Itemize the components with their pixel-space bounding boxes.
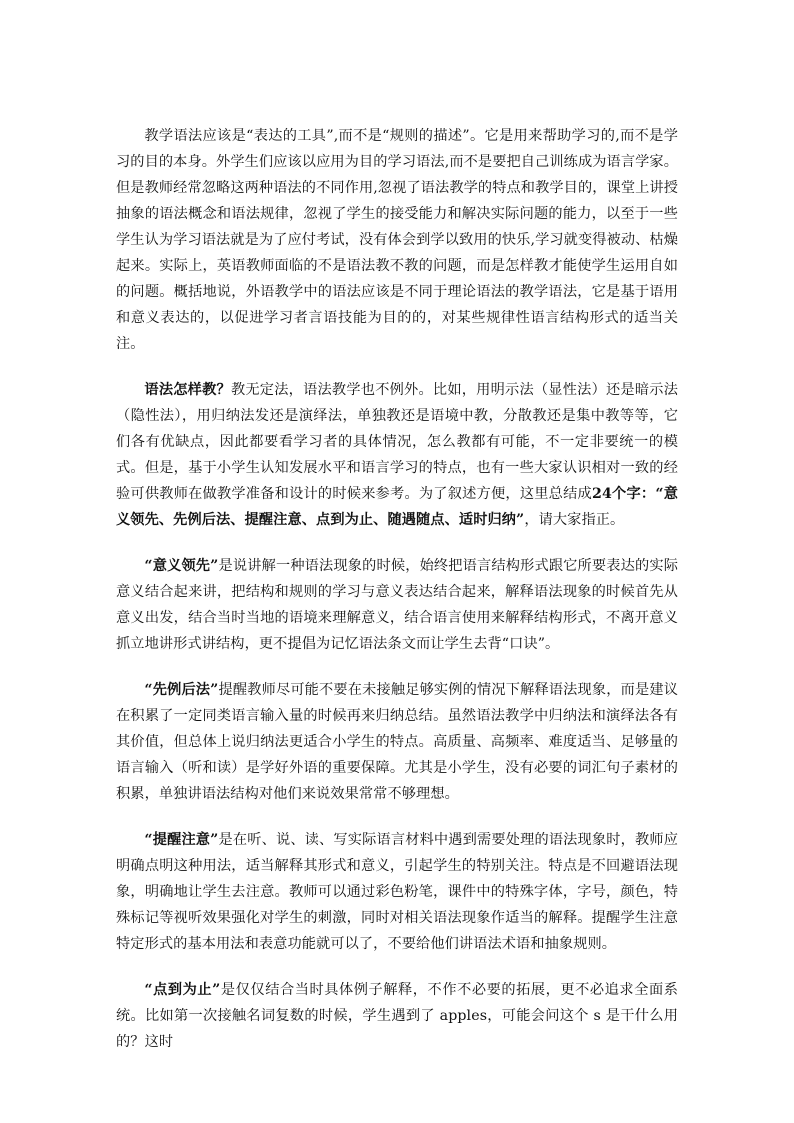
- paragraph-text: 是在听、说、读、写实际语言材料中遇到需要处理的语法现象时，教师应明确点明这种用法，适当解释其形式和意义，引起学生的特别关注。特点是不回避语法现象，明确地让学生去注意。教师可以通过彩色粉笔，课件中的特殊字体，字号，颜色，特殊标记等视听效果强化对学生的刺激，同时对相关语法现象作适当的解释。提醒学生注意特定形式的基本用法和表意功能就可以了，不要给他们讲语法术语和抽象规则。: [116, 832, 679, 952]
- paragraph-lead: “提醒注意”: [144, 832, 219, 848]
- paragraph-text: 教无定法，语法教学也不例外。比如，用明示法（显性法）还是暗示法（隐性法），用归纳法发还是演绎法，单独教还是语境中教，分散教还是集中教等等，它们各有优缺点，因此都要看学习者的具体情况，怎么教都有可能，不一定非要统一的模式。但是，基于小学生认知发展水平和语言学习的特点，也有一些大家认识相对一致的经验可供教师在做教学准备和设计的时候来参考。为了叙述方便，这里总结成: [116, 382, 678, 502]
- paragraph-draw-attention: [116, 827, 678, 957]
- paragraph-text: 教学语法应该是“表达的工具”,而不是“规则的描述”。它是用来帮助学习的,而不是学习的目的本身。外学生们应该以应用为目的学习语法,而不是要把自己训练成为语言学家。但是教师经常忽略这两种语法的不同作用,忽视了语法教学的特点和教学目的，课堂上讲授抽象的语法概念和语法规律，忽视了学生的接受能力和解决实际问题的能力，以至于一些学生认为学习语法就是为了应付考试，没有体会到学以致用的快乐,学习就变得被动、枯燥起来。实际上，英语教师面临的不是语法教不教的问题，而是怎样教才能使学生运用自如的问题。概括地说，外语教学中的语法应该是不同于理论语法的教学语法，它是基于语用和意义表达的，以促进学习者言语技能为目的的，对某些规律性语言结构形式的适当关注。: [116, 128, 678, 352]
- paragraph-text: 是仅仅结合当时具体例子解释，不作不必要的拓展，更不必追求全面系统。比如第一次接触名词复数的时候，学生遇到了 apples，可能会问这个 s 是干什么用的？这时: [116, 982, 679, 1050]
- paragraph-text: 是说讲解一种语法现象的时候，始终把语言结构形式跟它所要表达的实际意义结合起来讲，把结构和规则的学习与意义表达结合起来，解释语法现象的时候首先从意义出发，结合当时当地的语境来理解意义，结合语言使用来解释结构形式，不离开意义抓立地讲形式讲结构，更不提倡为记忆语法条文而让学生去背“口诀”。: [116, 558, 679, 652]
- paragraph-emphasis: 24个字：“意义领先、先例后法、提醒注意、点到为止、随遇随点、适时归纳”: [116, 486, 678, 528]
- paragraph-intro: [116, 123, 678, 357]
- paragraph-meaning-first: [116, 553, 678, 657]
- document-body: [116, 123, 678, 1075]
- paragraph-lead: 语法怎样教？: [144, 382, 231, 398]
- paragraph-how-to-teach: [116, 377, 678, 533]
- paragraph-stop-at-point: [116, 977, 678, 1055]
- paragraph-lead: “意义领先”: [144, 558, 219, 574]
- paragraph-tail: ，请大家指正。: [524, 512, 625, 528]
- paragraph-examples-first: [116, 677, 678, 807]
- paragraph-lead: “点到为止”: [144, 982, 221, 998]
- paragraph-lead: “先例后法”: [144, 682, 219, 698]
- paragraph-text: 提醒教师尽可能不要在未接触足够实例的情况下解释语法现象，而是建议在积累了一定同类语言输入量的时候再来归纳总结。虽然语法教学中归纳法和演绎法各有其价值，但总体上说归纳法更适合小学生的特点。高质量、高频率、难度适当、足够量的语言输入（听和读）是学好外语的重要保障。尤其是小学生，没有必要的词汇句子素材的积累，单独讲语法结构对他们来说效果常常不够理想。: [116, 682, 679, 802]
